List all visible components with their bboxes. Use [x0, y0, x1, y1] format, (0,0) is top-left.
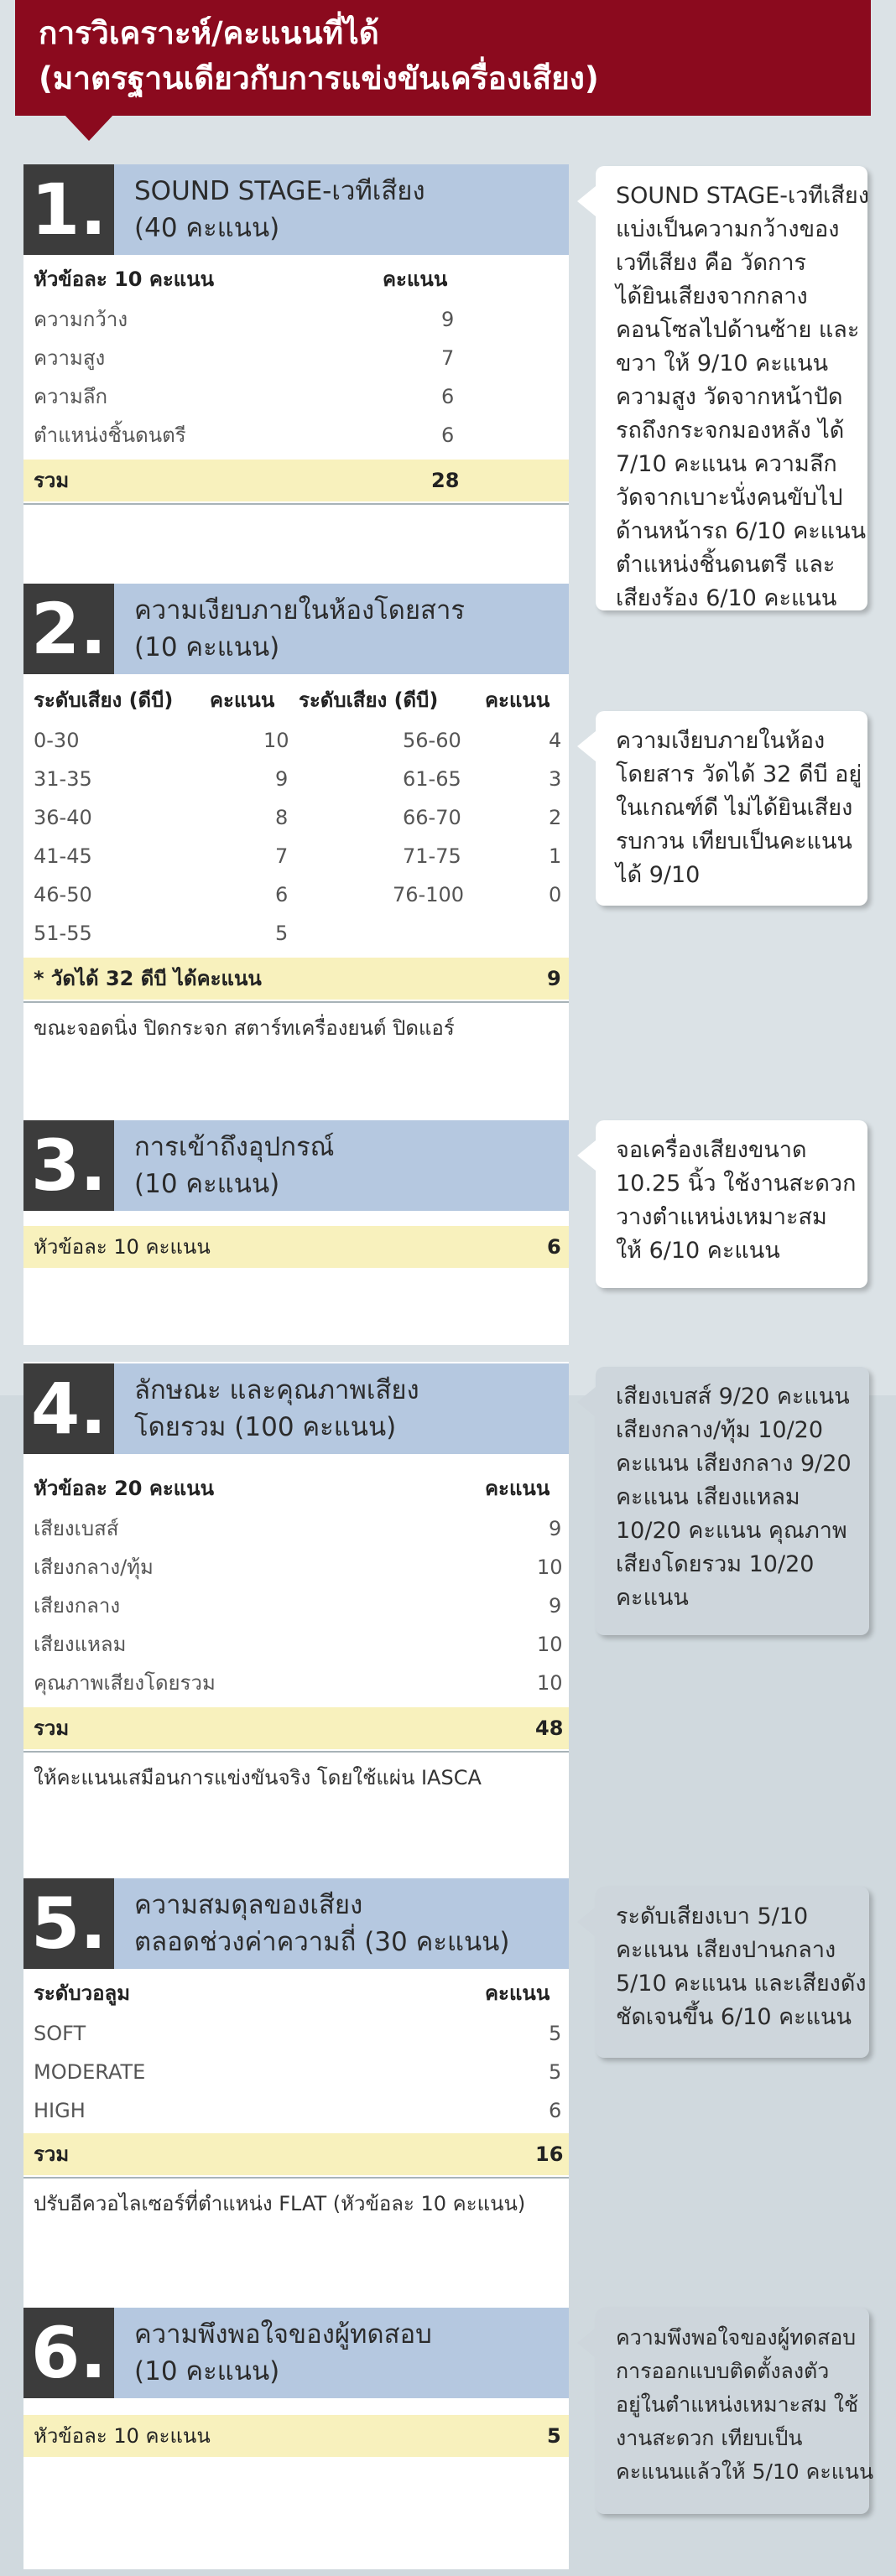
row-label: ความกว้าง	[34, 308, 128, 331]
callout-section-5	[596, 1887, 869, 2058]
table-row	[23, 875, 569, 914]
row-range: 41-45	[34, 844, 92, 868]
table-header	[23, 1469, 569, 1508]
row-score: 5	[275, 922, 289, 945]
section-note: ให้คะแนนเสมือนการแข่งขันจริง โดยใช้แผ่น IASCA	[34, 1766, 482, 1789]
callout-pointer	[577, 1387, 596, 1417]
section-title-bar	[114, 1120, 569, 1211]
row-score: 10	[537, 1633, 563, 1656]
total-row	[23, 958, 569, 1000]
row-score: 7	[275, 844, 289, 868]
callout-text: SOUND STAGE-เวทีเสียง	[616, 183, 869, 209]
callout-pointer	[577, 731, 596, 761]
callout-text: งานสะดวก เทียบเป็น	[616, 2426, 803, 2450]
page-header	[15, 0, 871, 116]
callout-text: เวทีเสียง คือ วัดการ	[616, 250, 807, 276]
section-4	[23, 1363, 569, 1800]
total-label: รวม	[34, 1716, 70, 1740]
row-label: คุณภาพเสียงโดยรวม	[34, 1671, 216, 1695]
section-title: ความสมดุลของเสียง	[134, 1890, 363, 1920]
section-title: ความเงียบภายในห้องโดยสาร	[134, 595, 466, 626]
section-3	[23, 1120, 569, 1271]
section-number: 6.	[23, 2308, 114, 2398]
callout-text: ขวา ให้ 9/10 คะแนน	[616, 351, 829, 377]
row-score: 9	[275, 767, 289, 791]
callout-text: ด้านหน้ารถ 6/10 คะแนน	[616, 518, 867, 544]
row-score: 9	[549, 1517, 562, 1540]
row-range: 61-65	[403, 767, 461, 791]
section-6	[23, 2308, 569, 2459]
section-title-bar	[114, 2308, 569, 2398]
row-label: ตำแหน่งชิ้นดนตรี	[34, 423, 186, 447]
section-title: การเข้าถึงอุปกรณ์	[134, 1132, 335, 1162]
callout-text: ในเกณฑ์ดี ไม่ได้ยินเสียง	[616, 795, 853, 821]
table-row	[23, 2091, 569, 2130]
callout-section-3	[596, 1120, 867, 1288]
callout-pointer	[577, 186, 596, 216]
row-score: 4	[549, 729, 562, 752]
table-row	[23, 914, 569, 953]
callout-text: คะแนน เสียงแหลม	[616, 1484, 800, 1510]
table-row	[23, 837, 569, 875]
row-label: เสียงเบสส์	[34, 1517, 119, 1540]
callout-text: เสียงร้อง 6/10 คะแนน	[616, 585, 837, 611]
section-subtitle: (10 คะแนน)	[134, 632, 280, 662]
row-score: 3	[549, 767, 562, 791]
section-note: ปรับอีควอไลเซอร์ที่ตำแหน่ง FLAT (หัวข้อละ 10 คะแนน)	[34, 2192, 526, 2215]
row-label: SOFT	[34, 2022, 86, 2045]
callout-text: คอนโซลไปด้านซ้าย และ	[616, 317, 860, 343]
section-subtitle: (40 คะแนน)	[134, 213, 280, 243]
row-label: ความสูง	[34, 346, 106, 370]
total-label: รวม	[34, 2142, 70, 2166]
section-number: 1.	[23, 164, 114, 255]
callout-text: รบกวน เทียบเป็นคะแนน	[616, 828, 852, 854]
section-title: SOUND STAGE-เวทีเสียง	[134, 176, 425, 206]
section-title: ลักษณะ และคุณภาพเสียง	[134, 1375, 419, 1405]
table-row	[23, 798, 569, 837]
table-row	[23, 377, 569, 416]
callout-text: 5/10 คะแนน และเสียงดัง	[616, 1971, 867, 1997]
callout-text: เสียงโดยรวม 10/20	[616, 1551, 815, 1577]
row-label: เสียงแหลม	[34, 1633, 127, 1656]
callout-text: ได้ 9/10	[616, 862, 701, 888]
header-title-line2: (มาตรฐานเดียวกับการแข่งขันเครื่องเสียง)	[39, 60, 599, 96]
callout-text: วัดจากเบาะนั่งคนขับไป	[616, 485, 843, 511]
total-label: รวม	[34, 469, 70, 492]
callout-text: ความพึงพอใจของผู้ทดสอบ	[616, 2325, 857, 2350]
row-label: ความลึก	[34, 385, 108, 408]
section-subtitle: โดยรวม (100 คะแนน)	[134, 1412, 397, 1442]
section-subtitle: (10 คะแนน)	[134, 1169, 280, 1199]
section-1	[23, 164, 569, 517]
total-row	[23, 1226, 569, 1268]
callout-text: ได้ยินเสียงจากกลาง	[616, 283, 808, 309]
column-header: หัวข้อละ 20 คะแนน	[34, 1477, 215, 1500]
callout-text: แบ่งเป็นความกว้างของ	[616, 216, 840, 242]
divider	[23, 503, 569, 505]
column-header: ระดับเสียง (ดีบี)	[299, 688, 439, 712]
section-number: 5.	[23, 1878, 114, 1969]
section-number: 3.	[23, 1120, 114, 1211]
callout-section-2	[596, 711, 867, 906]
total-row	[23, 460, 569, 501]
section-note: ขณะจอดนิ่ง ปิดกระจก สตาร์ทเครื่องยนต์ ปิดแอร์	[34, 1016, 455, 1040]
table-row	[23, 760, 569, 798]
column-header: คะแนน	[485, 1981, 550, 2005]
callout-text: คะแนนแล้วให้ 5/10 คะแนน	[616, 2459, 874, 2484]
column-header: ระดับเสียง (ดีบี)	[34, 688, 174, 712]
section-title-bar	[114, 584, 569, 674]
callout-section-1	[596, 166, 867, 610]
table-header	[23, 681, 569, 719]
callout-section-4	[596, 1367, 869, 1635]
column-header: คะแนน	[383, 267, 448, 291]
row-score: 10	[263, 729, 289, 752]
row-score: 10	[537, 1671, 563, 1695]
callout-text: โดยสาร วัดได้ 32 ดีบี อยู่	[616, 761, 862, 787]
callout-text: คะแนน เสียงปานกลาง	[616, 1937, 836, 1963]
callout-text: การออกแบบติดตั้งลงตัว	[616, 2359, 830, 2383]
row-score: 5	[549, 2022, 562, 2045]
callout-pointer	[577, 2328, 596, 2358]
table-row	[23, 2014, 569, 2053]
total-label: หัวข้อละ 10 คะแนน	[34, 2424, 211, 2448]
row-range: 56-60	[403, 729, 461, 752]
row-score: 1	[549, 844, 562, 868]
callout-section-6	[596, 2308, 874, 2514]
total-score: 28	[431, 469, 460, 492]
row-label: MODERATE	[34, 2060, 146, 2084]
header-title-line1: การวิเคราะห์/คะแนนที่ได้	[39, 15, 379, 51]
section-subtitle: (10 คะแนน)	[134, 2356, 280, 2386]
callout-text: อยู่ในตำแหน่งเหมาะสม ใช้	[616, 2392, 858, 2417]
table-row	[23, 1548, 569, 1587]
section-title-bar	[114, 164, 569, 255]
callout-text: ความสูง วัดจากหน้าปัด	[616, 384, 843, 410]
table-row	[23, 339, 569, 377]
row-score: 6	[275, 883, 289, 906]
callout-text: คะแนน เสียงกลาง 9/20	[616, 1451, 852, 1477]
table-row	[23, 1587, 569, 1625]
header-pointer	[64, 114, 114, 141]
callout-text: จอเครื่องเสียงขนาด	[616, 1137, 807, 1163]
table-row	[23, 1509, 569, 1548]
row-score: 10	[537, 1555, 563, 1579]
total-label: * วัดได้ 32 ดีบี ได้คะแนน	[34, 967, 262, 990]
section-title: ความพึงพอใจของผู้ทดสอบ	[134, 2319, 432, 2350]
row-score: 9	[549, 1594, 562, 1618]
row-label: เสียงกลาง/ทุ้ม	[34, 1555, 154, 1579]
row-range: 76-100	[393, 883, 465, 906]
total-score: 9	[547, 967, 561, 990]
callout-text: เสียงกลาง/ทุ้ม 10/20	[616, 1417, 824, 1443]
row-range: 71-75	[403, 844, 461, 868]
section-subtitle: ตลอดช่วงค่าความถี่ (30 คะแนน)	[134, 1927, 510, 1957]
section-2	[23, 584, 569, 1070]
total-score: 5	[547, 2424, 561, 2448]
table-header	[23, 1974, 569, 2012]
row-score: 6	[441, 385, 455, 408]
table-row	[23, 1664, 569, 1702]
row-score: 6	[441, 423, 455, 447]
table-row	[23, 2053, 569, 2091]
column-header: คะแนน	[485, 688, 550, 712]
table-row	[23, 1625, 569, 1664]
total-row	[23, 2415, 569, 2457]
divider	[23, 2177, 569, 2179]
divider	[23, 1751, 569, 1753]
total-score: 48	[535, 1716, 564, 1740]
row-range: 36-40	[34, 806, 92, 829]
callout-text: 10/20 คะแนน คุณภาพ	[616, 1518, 847, 1544]
table-row	[23, 416, 569, 454]
column-header: คะแนน	[485, 1477, 550, 1500]
total-label: หัวข้อละ 10 คะแนน	[34, 1235, 211, 1259]
row-score: 6	[549, 2099, 562, 2122]
row-range: 0-30	[34, 729, 80, 752]
row-range: 51-55	[34, 922, 92, 945]
callout-pointer	[577, 1907, 596, 1937]
callout-text: คะแนน	[616, 1585, 689, 1611]
row-range: 46-50	[34, 883, 92, 906]
table-row	[23, 300, 569, 339]
table-row	[23, 721, 569, 760]
section-5	[23, 1878, 569, 2239]
callout-text: วางตำแหน่งเหมาะสม	[616, 1204, 827, 1230]
total-row	[23, 2133, 569, 2175]
divider	[23, 1001, 569, 1003]
row-label: เสียงกลาง	[34, 1594, 121, 1618]
column-header: ระดับวอลูม	[34, 1981, 131, 2005]
callout-pointer	[577, 1140, 596, 1171]
callout-text: ตำแหน่งชิ้นดนตรี และ	[616, 552, 836, 578]
callout-text: ระดับเสียงเบา 5/10	[616, 1903, 809, 1929]
callout-text: 10.25 นิ้ว ใช้งานสะดวก	[616, 1171, 857, 1197]
section-number: 2.	[23, 584, 114, 674]
callout-text: ความเงียบภายในห้อง	[616, 728, 826, 754]
total-score: 6	[547, 1235, 561, 1259]
section-number: 4.	[23, 1363, 114, 1454]
row-score: 9	[441, 308, 455, 331]
total-score: 16	[535, 2142, 564, 2166]
total-row	[23, 1707, 569, 1749]
section-title-bar	[114, 1878, 569, 1969]
row-score: 7	[441, 346, 455, 370]
callout-text: ให้ 6/10 คะแนน	[616, 1238, 780, 1264]
column-header: หัวข้อละ 10 คะแนน	[34, 267, 215, 291]
callout-text: ชัดเจนขึ้น 6/10 คะแนน	[616, 2004, 852, 2030]
section-title-bar	[114, 1363, 569, 1454]
row-score: 5	[549, 2060, 562, 2084]
row-range: 31-35	[34, 767, 92, 791]
callout-text: เสียงเบสส์ 9/20 คะแนน	[616, 1384, 850, 1410]
table-header	[23, 260, 569, 299]
row-score: 8	[275, 806, 289, 829]
callout-text: รถถึงกระจกมองหลัง ได้	[616, 418, 845, 444]
row-score: 2	[549, 806, 562, 829]
row-score: 0	[549, 883, 562, 906]
row-range: 66-70	[403, 806, 461, 829]
column-header: คะแนน	[210, 688, 275, 712]
callout-text: 7/10 คะแนน ความลึก	[616, 451, 837, 477]
row-label: HIGH	[34, 2099, 86, 2122]
